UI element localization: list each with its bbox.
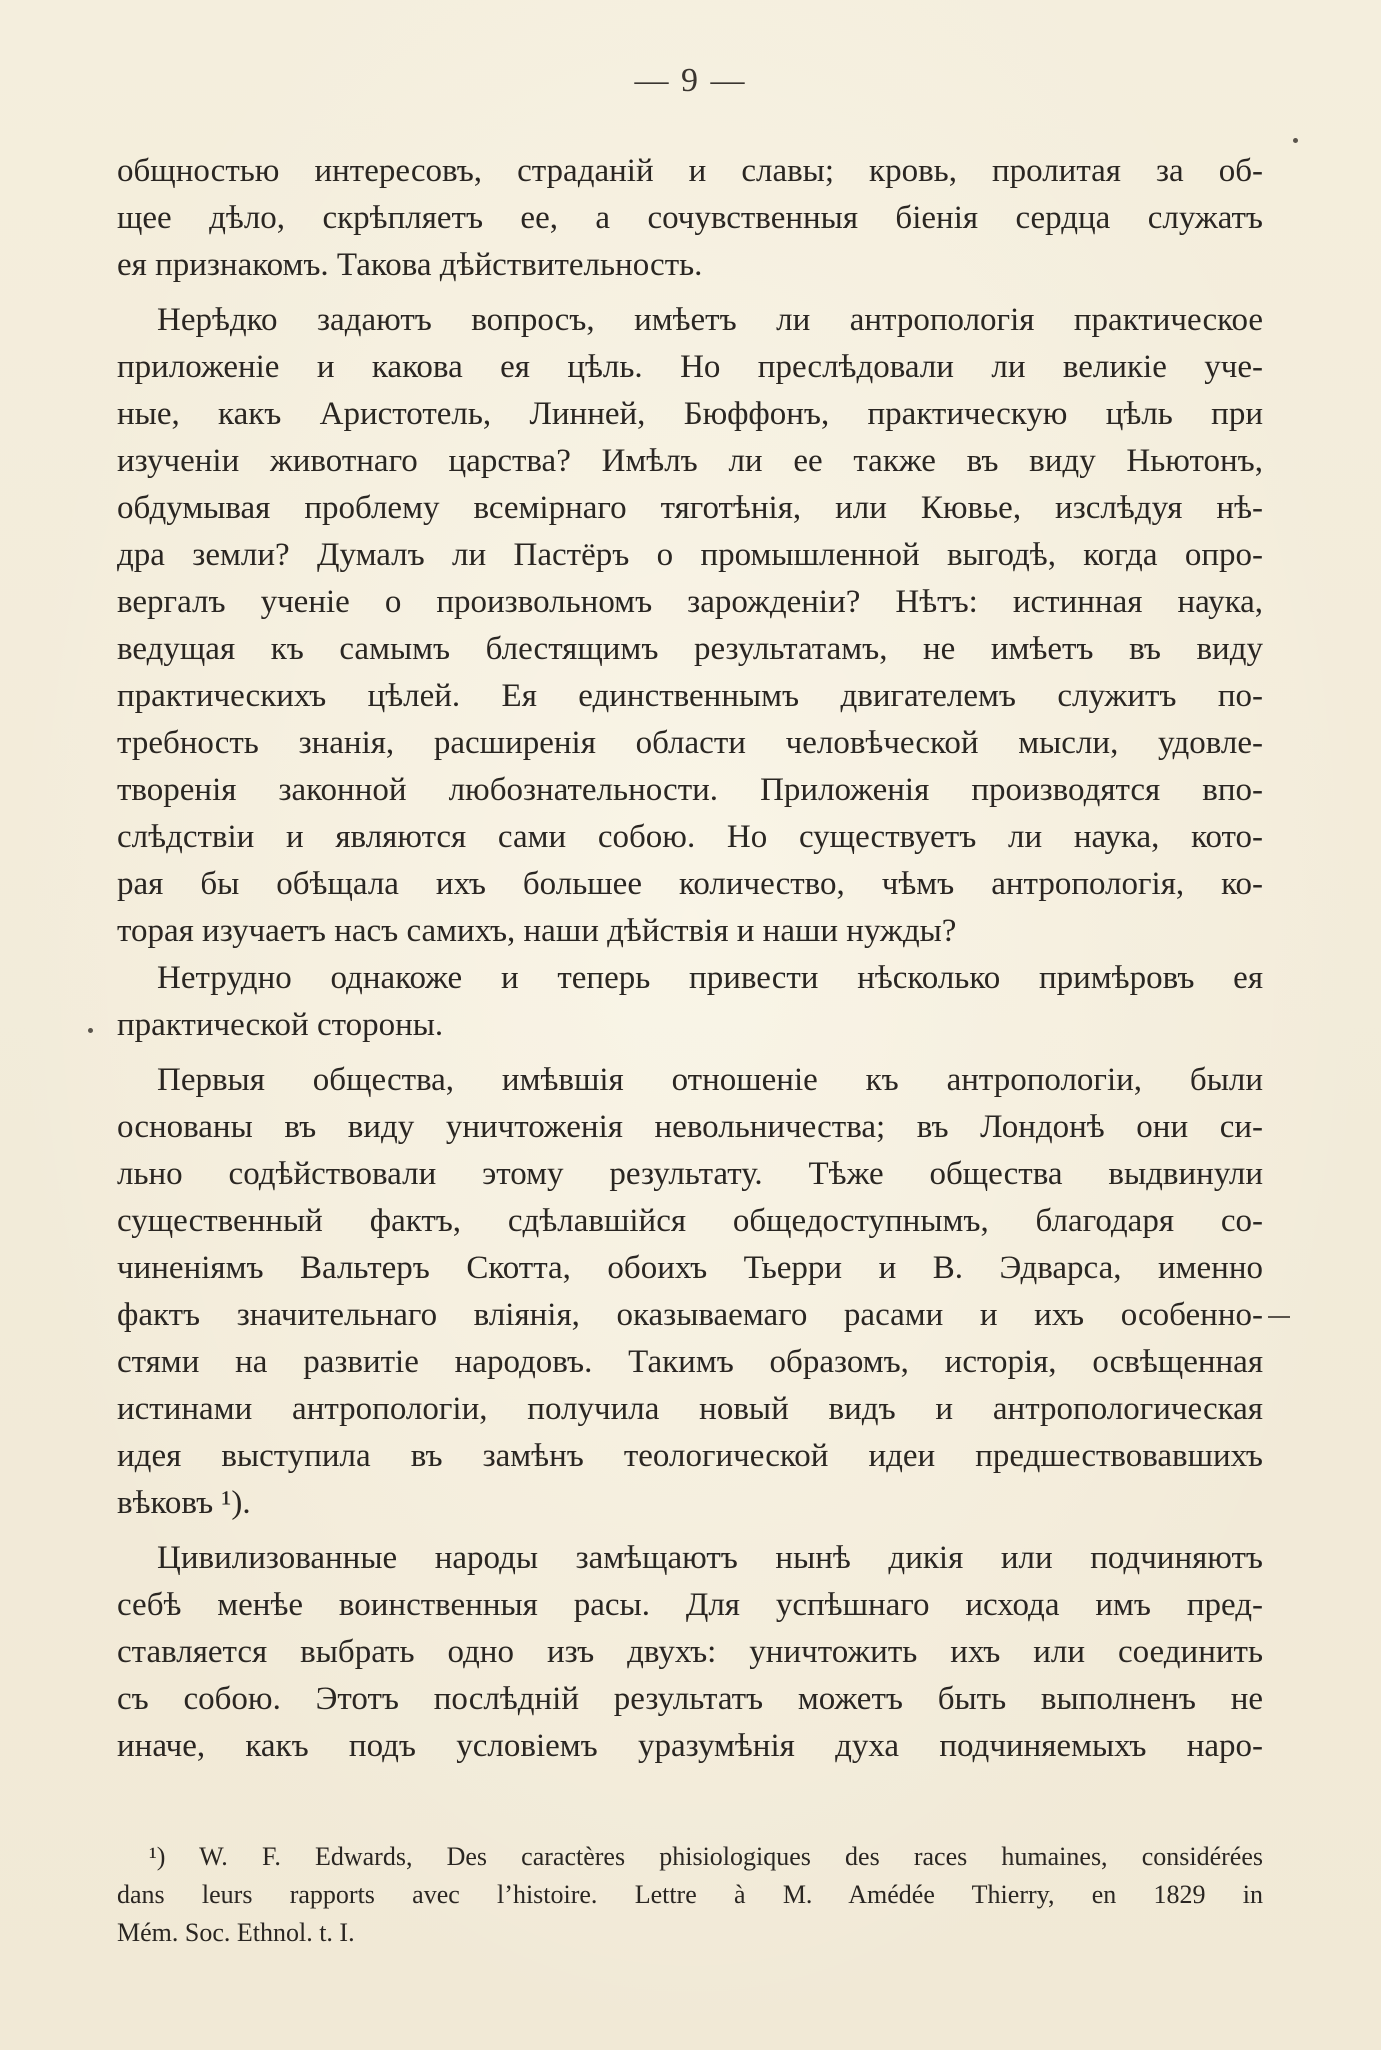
text-line: стями на развитіе народовъ. Такимъ образомъ, исторія, освѣщенная bbox=[117, 1344, 1263, 1380]
paragraph-gap bbox=[117, 1049, 1263, 1057]
text-line: творенія законной любознательности. Приложенія производятся впо- bbox=[117, 772, 1263, 808]
footnote-line: ¹) W. F. Edwards, Des caractères phisiologiques des races humaines, considérées bbox=[149, 1842, 1263, 1871]
text-line: себѣ менѣе воинственныя расы. Для успѣшнаго исхода имъ пред- bbox=[117, 1587, 1263, 1623]
page-number: — 9 — bbox=[634, 62, 747, 99]
margin-speck-left bbox=[88, 1028, 93, 1033]
text-line: Нерѣдко задаютъ вопросъ, имѣетъ ли антропологія практическое bbox=[157, 302, 1263, 338]
text-line: чиненіямъ Вальтеръ Скотта, обоихъ Тьерри и В. Эдварса, именно bbox=[117, 1250, 1263, 1286]
text-line: ные, какъ Аристотель, Линней, Бюффонъ, практическую цѣль при bbox=[117, 396, 1263, 432]
margin-dash-right bbox=[1268, 1316, 1290, 1318]
text-line: требность знанія, расширенія области человѣческой мысли, удовле- bbox=[117, 725, 1263, 761]
footnote bbox=[117, 1838, 1263, 1952]
text-line: иначе, какъ подъ условіемъ уразумѣнія духа подчиняемыхъ наро- bbox=[117, 1728, 1263, 1764]
footnote-line: dans leurs rapports avec l’histoire. Lettre à M. Amédée Thierry, en 1829 in bbox=[117, 1880, 1263, 1909]
paragraph-gap bbox=[117, 289, 1263, 297]
paragraph-gap bbox=[117, 1527, 1263, 1535]
text-line: съ собою. Этотъ послѣдній результатъ можетъ быть выполненъ не bbox=[117, 1681, 1263, 1717]
text-line: практическихъ цѣлей. Ея единственнымъ двигателемъ служитъ по- bbox=[117, 678, 1263, 714]
text-line: идея выступила въ замѣнъ теологической идеи предшествовавшихъ bbox=[117, 1438, 1263, 1474]
text-line: дра земли? Думалъ ли Пастёръ о промышленной выгодѣ, когда опро- bbox=[117, 537, 1263, 573]
text-line: ставляется выбрать одно изъ двухъ: уничтожить ихъ или соединить bbox=[117, 1634, 1263, 1670]
text-line: обдумывая проблему всемірнаго тяготѣнія, или Кювье, изслѣдуя нѣ- bbox=[117, 490, 1263, 526]
text-line: вѣковъ ¹). bbox=[117, 1485, 251, 1521]
text-line: изученіи животнаго царства? Имѣлъ ли ее также въ виду Ньютонъ, bbox=[117, 443, 1263, 479]
text-line: льно содѣйствовали этому результату. Тѣже общества выдвинули bbox=[117, 1156, 1263, 1192]
text-line: практической стороны. bbox=[117, 1007, 444, 1043]
text-line: приложеніе и какова ея цѣль. Но преслѣдовали ли великіе уче- bbox=[117, 349, 1263, 385]
text-line: вергалъ ученіе о произвольномъ зарожденіи? Нѣтъ: истинная наука, bbox=[117, 584, 1263, 620]
text-line: существенный фактъ, сдѣлавшійся общедоступнымъ, благодаря со- bbox=[117, 1203, 1263, 1239]
text-line: слѣдствіи и являются сами собою. Но существуетъ ли наука, кото- bbox=[117, 819, 1263, 855]
text-line: основаны въ виду уничтоженія невольничества; въ Лондонѣ они си- bbox=[117, 1109, 1263, 1145]
margin-speck-top bbox=[1293, 138, 1298, 143]
text-line: Нетрудно однакоже и теперь привести нѣсколько примѣровъ ея bbox=[157, 960, 1263, 996]
body-text bbox=[117, 148, 1263, 1770]
text-line: ея признакомъ. Такова дѣйствительность. bbox=[117, 247, 703, 283]
text-line: щее дѣло, скрѣпляетъ ее, а сочувственныя біенія сердца служатъ bbox=[117, 200, 1263, 236]
text-line: торая изучаетъ насъ самихъ, наши дѣйствія и наши нужды? bbox=[117, 913, 957, 949]
text-line: общностью интересовъ, страданій и славы; кровь, пролитая за об- bbox=[117, 153, 1263, 189]
text-line: Первыя общества, имѣвшія отношеніе къ антропологіи, были bbox=[157, 1062, 1263, 1098]
text-line: истинами антропологіи, получила новый видъ и антропологическая bbox=[117, 1391, 1263, 1427]
text-line: ведущая къ самымъ блестящимъ результатамъ, не имѣетъ въ виду bbox=[117, 631, 1263, 667]
text-line: Цивилизованные народы замѣщаютъ нынѣ дикія или подчиняютъ bbox=[157, 1540, 1263, 1576]
text-line: фактъ значительнаго вліянія, оказываемаго расами и ихъ особенно- bbox=[117, 1297, 1263, 1333]
text-line: рая бы обѣщала ихъ большее количество, чѣмъ антропологія, ко- bbox=[117, 866, 1263, 902]
footnote-line: Mém. Soc. Ethnol. t. I. bbox=[117, 1918, 355, 1947]
